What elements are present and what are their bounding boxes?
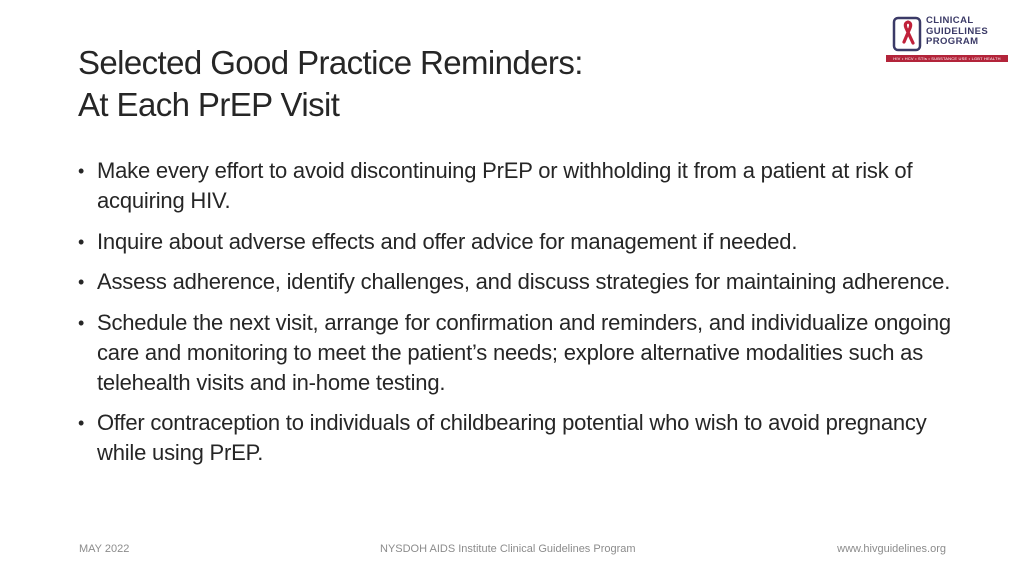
logo-line3: PROGRAM [926,36,979,47]
clinical-guidelines-program-logo [886,14,1010,64]
footer-website: www.hivguidelines.org [837,543,946,555]
bullet-dot-icon: • [78,272,85,292]
logo-tagline-band: HIV • HCV • STIs • SUBSTANCE USE • LGBT HEALTH [886,55,1008,62]
slide-title-line2: At Each PrEP Visit [78,86,340,123]
bullet-text: Inquire about adverse effects and offer advice for management if needed. [97,228,798,254]
bullet-dot-icon: • [78,231,85,252]
ribbon-logo-icon [892,16,924,52]
list-item [76,156,976,216]
bullet-dot-icon: • [78,161,85,181]
logo-wordmark [926,16,988,48]
bullet-dot-icon: • [78,312,85,333]
footer-program: NYSDOH AIDS Institute Clinical Guidelines Program [380,543,636,555]
list-item [76,267,976,297]
list-item [76,308,976,398]
bullet-text: Offer contraception to individuals of childbearing potential who wish to avoid pregnancy while using PrEP. [97,410,927,465]
slide-title-line1: Selected Good Practice Reminders: [78,44,583,81]
footer-date: MAY 2022 [79,543,130,555]
logo-line1: CLINICAL [926,15,974,26]
bullet-text: Assess adherence, identify challenges, and discuss strategies for maintaining adherence. [97,269,951,294]
list-item [76,227,976,257]
logo-line2: GUIDELINES [926,25,989,37]
bullet-dot-icon: • [78,413,85,433]
reminder-bullet-list [76,156,976,479]
list-item [76,408,976,468]
bullet-text: Make every effort to avoid discontinuing PrEP or withholding it from a patient at risk of acquiring HIV. [97,158,913,213]
slide-title [78,42,583,126]
bullet-text: Schedule the next visit, arrange for confirmation and reminders, and individualize ongoing care and monitoring to meet the patient’s needs; explore alternative modalities such as telehealth visits and in-home testing. [97,309,951,395]
